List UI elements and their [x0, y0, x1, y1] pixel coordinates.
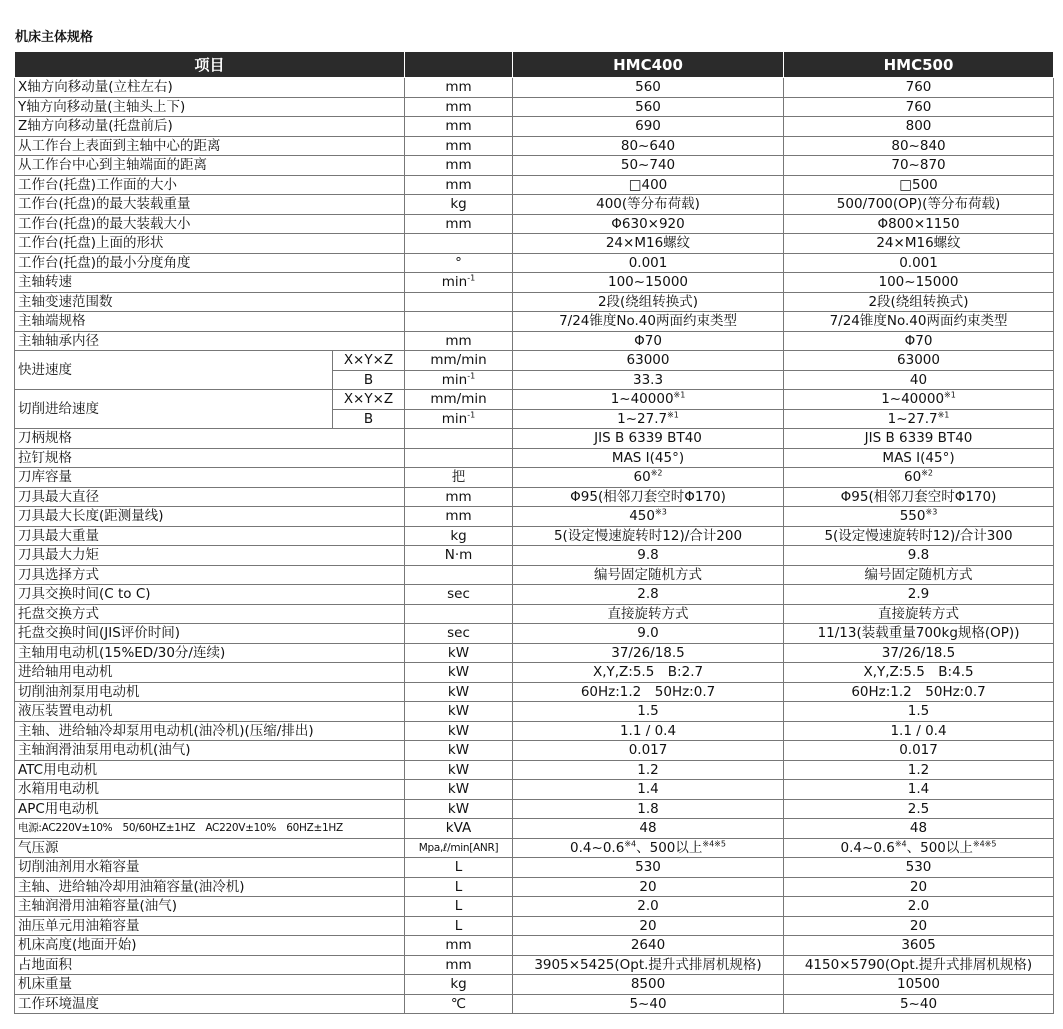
spec-unit: L [405, 877, 513, 897]
spec-item-label: 工作台(托盘)的最小分度角度 [15, 253, 405, 273]
spec-value-hmc400: 1~40000$^{※1}$ [513, 390, 784, 410]
spec-item-label: 托盘交换方式 [15, 604, 405, 624]
spec-unit: mm [405, 175, 513, 195]
spec-value-hmc500: 1~40000$^{※1}$ [784, 390, 1054, 410]
table-row [15, 390, 1054, 410]
spec-unit: mm [405, 955, 513, 975]
spec-value-hmc500: 20 [784, 916, 1054, 936]
spec-unit: mm [405, 331, 513, 351]
table-row [15, 136, 1054, 156]
spec-unit: $\min^{-1}$ [405, 409, 513, 429]
spec-unit: ℃ [405, 994, 513, 1014]
spec-item-label: 主轴、进给轴冷却用油箱容量(油冷机) [15, 877, 405, 897]
spec-value-hmc500: 500/700(OP)(等分布荷载) [784, 195, 1054, 215]
spec-item-label: 切削进给速度 [15, 390, 333, 429]
spec-item-label: 液压装置电动机 [15, 702, 405, 722]
spec-value-hmc400: 2640 [513, 936, 784, 956]
spec-item-label: 从工作台上表面到主轴中心的距离 [15, 136, 405, 156]
spec-value-hmc500: 37/26/18.5 [784, 643, 1054, 663]
table-row [15, 819, 1054, 839]
table-row [15, 916, 1054, 936]
spec-value-hmc400: 33.3 [513, 370, 784, 390]
spec-item-label: 工作环境温度 [15, 994, 405, 1014]
table-row [15, 195, 1054, 215]
spec-item-label: 工作台(托盘)上面的形状 [15, 234, 405, 254]
spec-value-hmc400: 1.8 [513, 799, 784, 819]
spec-unit: 把 [405, 468, 513, 488]
spec-item-label: 刀具最大长度(距测量线) [15, 507, 405, 527]
spec-value-hmc500: 800 [784, 117, 1054, 137]
spec-unit: kW [405, 780, 513, 800]
spec-value-hmc400: 0.017 [513, 741, 784, 761]
spec-value-hmc500: 550$^{※3}$ [784, 507, 1054, 527]
spec-value-hmc500: 20 [784, 877, 1054, 897]
spec-value-hmc500: 2.0 [784, 897, 1054, 917]
spec-value-hmc400: 1~27.7$^{※1}$ [513, 409, 784, 429]
spec-item-label: 主轴、进给轴冷却泵用电动机(油冷机)(压缩/排出) [15, 721, 405, 741]
spec-value-hmc500: 3605 [784, 936, 1054, 956]
table-row [15, 331, 1054, 351]
spec-value-hmc400: 5(设定慢速旋转时12)/合计200 [513, 526, 784, 546]
spec-value-hmc500: MAS Ⅰ(45°) [784, 448, 1054, 468]
spec-value-hmc500: 7/24锥度No.40两面约束类型 [784, 312, 1054, 332]
spec-value-hmc400: 24×M16螺纹 [513, 234, 784, 254]
spec-value-hmc400: 20 [513, 916, 784, 936]
spec-item-label: 主轴轴承内径 [15, 331, 405, 351]
spec-value-hmc500: 5~40 [784, 994, 1054, 1014]
table-body [15, 78, 1054, 1014]
spec-unit: $\min^{-1}$ [405, 370, 513, 390]
spec-unit: kW [405, 721, 513, 741]
spec-unit: mm [405, 117, 513, 137]
spec-item-label: 刀具交换时间(C to C) [15, 585, 405, 605]
spec-item-label: 气压源 [15, 838, 405, 858]
table-row [15, 273, 1054, 293]
spec-value-hmc400: 690 [513, 117, 784, 137]
spec-value-hmc400: 2.8 [513, 585, 784, 605]
spec-unit: mm [405, 156, 513, 176]
table-row [15, 741, 1054, 761]
spec-item-label: 主轴用电动机(15%ED/30分/连续) [15, 643, 405, 663]
spec-unit: kW [405, 702, 513, 722]
table-row [15, 312, 1054, 332]
spec-value-hmc500: 直接旋转方式 [784, 604, 1054, 624]
table-row [15, 897, 1054, 917]
spec-value-hmc400: 560 [513, 97, 784, 117]
spec-item-label: 机床高度(地面开始) [15, 936, 405, 956]
table-row [15, 234, 1054, 254]
spec-item-label: 主轴端规格 [15, 312, 405, 332]
spec-unit: kW [405, 643, 513, 663]
spec-value-hmc400: 0.4~0.6$^{※4}$、500以上$^{※4※5}$ [513, 838, 784, 858]
table-row [15, 175, 1054, 195]
spec-table [14, 51, 1054, 1014]
spec-item-label: ATC用电动机 [15, 760, 405, 780]
table-row [15, 936, 1054, 956]
spec-value-hmc500: 1~27.7$^{※1}$ [784, 409, 1054, 429]
spec-value-hmc400: 1.2 [513, 760, 784, 780]
spec-value-hmc500: 0.4~0.6$^{※4}$、500以上$^{※4※5}$ [784, 838, 1054, 858]
table-row [15, 468, 1054, 488]
spec-item-label: 切削油剂泵用电动机 [15, 682, 405, 702]
spec-value-hmc400: 1.4 [513, 780, 784, 800]
spec-unit [405, 292, 513, 312]
spec-value-hmc500: Φ70 [784, 331, 1054, 351]
spec-value-hmc400: 48 [513, 819, 784, 839]
spec-item-label: 主轴变速范围数 [15, 292, 405, 312]
spec-item-label: 占地面积 [15, 955, 405, 975]
table-row [15, 117, 1054, 137]
spec-value-hmc400: 63000 [513, 351, 784, 371]
spec-unit: kW [405, 799, 513, 819]
table-row [15, 448, 1054, 468]
spec-item-label: X轴方向移动量(立柱左右) [15, 78, 405, 98]
header-unit [405, 52, 513, 78]
spec-sub-axis: B [333, 370, 405, 390]
spec-item-label: 主轴润滑用油箱容量(油气) [15, 897, 405, 917]
spec-value-hmc500: □500 [784, 175, 1054, 195]
spec-unit: ° [405, 253, 513, 273]
spec-value-hmc500: 80~840 [784, 136, 1054, 156]
spec-item-label: 工作台(托盘)工作面的大小 [15, 175, 405, 195]
spec-value-hmc500: 1.4 [784, 780, 1054, 800]
spec-item-label: 工作台(托盘)的最大装载重量 [15, 195, 405, 215]
table-row [15, 487, 1054, 507]
spec-value-hmc500: 48 [784, 819, 1054, 839]
spec-item-label: 托盘交换时间(JIS评价时间) [15, 624, 405, 644]
spec-value-hmc500: Φ95(相邻刀套空时Φ170) [784, 487, 1054, 507]
header-hmc400: HMC400 [513, 52, 784, 78]
spec-unit [405, 565, 513, 585]
spec-sub-axis: B [333, 409, 405, 429]
spec-value-hmc500: 40 [784, 370, 1054, 390]
spec-item-label: 快进速度 [15, 351, 333, 390]
spec-item-label: APC用电动机 [15, 799, 405, 819]
spec-item-label: 刀具最大重量 [15, 526, 405, 546]
spec-value-hmc500: 60$^{※2}$ [784, 468, 1054, 488]
spec-unit: mm [405, 214, 513, 234]
spec-value-hmc400: 560 [513, 78, 784, 98]
spec-item-label: 拉钉规格 [15, 448, 405, 468]
spec-value-hmc400: 1.5 [513, 702, 784, 722]
spec-value-hmc400: 80~640 [513, 136, 784, 156]
spec-value-hmc500: 2.5 [784, 799, 1054, 819]
spec-unit: L [405, 916, 513, 936]
spec-unit: $\min^{-1}$ [405, 273, 513, 293]
spec-value-hmc400: 2段(绕组转换式) [513, 292, 784, 312]
spec-unit: mm/min [405, 390, 513, 410]
spec-value-hmc500: X,Y,Z:5.5 B:4.5 [784, 663, 1054, 683]
table-row [15, 585, 1054, 605]
spec-value-hmc400: 450$^{※3}$ [513, 507, 784, 527]
header-item: 项目 [15, 52, 405, 78]
spec-unit: kVA [405, 819, 513, 839]
spec-item-label: 刀具最大力矩 [15, 546, 405, 566]
spec-value-hmc400: 8500 [513, 975, 784, 995]
spec-value-hmc500: 24×M16螺纹 [784, 234, 1054, 254]
spec-item-label: 主轴转速 [15, 273, 405, 293]
spec-value-hmc400: 7/24锥度No.40两面约束类型 [513, 312, 784, 332]
spec-value-hmc500: 0.017 [784, 741, 1054, 761]
spec-unit: N·m [405, 546, 513, 566]
spec-unit: kg [405, 526, 513, 546]
table-row [15, 702, 1054, 722]
table-row [15, 858, 1054, 878]
table-row [15, 78, 1054, 98]
spec-unit [405, 604, 513, 624]
spec-item-label: 机床重量 [15, 975, 405, 995]
table-row [15, 97, 1054, 117]
table-row [15, 994, 1054, 1014]
spec-item-label: 从工作台中心到主轴端面的距离 [15, 156, 405, 176]
spec-value-hmc400: 400(等分布荷载) [513, 195, 784, 215]
table-row [15, 624, 1054, 644]
spec-value-hmc500: 1.1 / 0.4 [784, 721, 1054, 741]
spec-value-hmc500: 760 [784, 78, 1054, 98]
spec-item-label: 刀具选择方式 [15, 565, 405, 585]
header-hmc500: HMC500 [784, 52, 1054, 78]
spec-unit [405, 234, 513, 254]
spec-unit: L [405, 897, 513, 917]
spec-unit: mm [405, 97, 513, 117]
table-row [15, 292, 1054, 312]
spec-value-hmc400: 编号固定随机方式 [513, 565, 784, 585]
spec-value-hmc500: 编号固定随机方式 [784, 565, 1054, 585]
spec-item-label: 工作台(托盘)的最大装载大小 [15, 214, 405, 234]
spec-value-hmc500: 2段(绕组转换式) [784, 292, 1054, 312]
spec-unit: kW [405, 663, 513, 683]
spec-unit: kW [405, 682, 513, 702]
spec-item-label: 电源:AC220V±10% 50/60HZ±1HZ AC220V±10% 60HZ±1HZ [15, 819, 405, 839]
table-row [15, 780, 1054, 800]
spec-value-hmc400: 60Hz:1.2 50Hz:0.7 [513, 682, 784, 702]
table-row [15, 838, 1054, 858]
spec-value-hmc400: 530 [513, 858, 784, 878]
spec-item-label: 刀柄规格 [15, 429, 405, 449]
spec-unit: sec [405, 624, 513, 644]
table-row [15, 604, 1054, 624]
spec-value-hmc500: 530 [784, 858, 1054, 878]
spec-unit: mm [405, 487, 513, 507]
table-row [15, 799, 1054, 819]
spec-value-hmc500: 9.8 [784, 546, 1054, 566]
spec-item-label: 油压单元用油箱容量 [15, 916, 405, 936]
spec-value-hmc400: X,Y,Z:5.5 B:2.7 [513, 663, 784, 683]
spec-value-hmc400: 9.8 [513, 546, 784, 566]
spec-value-hmc400: MAS Ⅰ(45°) [513, 448, 784, 468]
spec-unit: kg [405, 195, 513, 215]
spec-value-hmc500: 11/13(装载重量700kg规格(OP)) [784, 624, 1054, 644]
spec-unit: kW [405, 741, 513, 761]
spec-value-hmc400: 5~40 [513, 994, 784, 1014]
spec-value-hmc400: 直接旋转方式 [513, 604, 784, 624]
table-row [15, 507, 1054, 527]
spec-value-hmc400: 9.0 [513, 624, 784, 644]
spec-value-hmc500: 2.9 [784, 585, 1054, 605]
spec-item-label: Z轴方向移动量(托盘前后) [15, 117, 405, 137]
spec-unit [405, 312, 513, 332]
spec-value-hmc500: 63000 [784, 351, 1054, 371]
spec-unit: Mpa,ℓ/min[ANR] [405, 838, 513, 858]
spec-item-label: 水箱用电动机 [15, 780, 405, 800]
table-row [15, 351, 1054, 371]
table-row [15, 663, 1054, 683]
spec-value-hmc400: 37/26/18.5 [513, 643, 784, 663]
spec-unit: mm [405, 136, 513, 156]
table-row [15, 429, 1054, 449]
spec-unit: mm [405, 936, 513, 956]
table-row [15, 156, 1054, 176]
spec-value-hmc400: Φ630×920 [513, 214, 784, 234]
spec-value-hmc500: 4150×5790(Opt.提升式排屑机规格) [784, 955, 1054, 975]
spec-value-hmc500: 760 [784, 97, 1054, 117]
spec-unit: kg [405, 975, 513, 995]
spec-unit: kW [405, 760, 513, 780]
spec-item-label: 切削油剂用水箱容量 [15, 858, 405, 878]
table-row [15, 877, 1054, 897]
spec-item-label: Y轴方向移动量(主轴头上下) [15, 97, 405, 117]
spec-unit: L [405, 858, 513, 878]
spec-item-label: 主轴润滑油泵用电动机(油气) [15, 741, 405, 761]
spec-unit: mm [405, 507, 513, 527]
spec-value-hmc400: Φ95(相邻刀套空时Φ170) [513, 487, 784, 507]
spec-value-hmc500: 10500 [784, 975, 1054, 995]
table-row [15, 682, 1054, 702]
spec-value-hmc400: JIS B 6339 BT40 [513, 429, 784, 449]
table-row [15, 955, 1054, 975]
spec-unit: mm/min [405, 351, 513, 371]
spec-unit: sec [405, 585, 513, 605]
table-row [15, 526, 1054, 546]
spec-sub-axis: X×Y×Z [333, 390, 405, 410]
table-row [15, 253, 1054, 273]
table-row [15, 975, 1054, 995]
spec-value-hmc400: 3905×5425(Opt.提升式排屑机规格) [513, 955, 784, 975]
spec-value-hmc500: Φ800×1150 [784, 214, 1054, 234]
spec-value-hmc500: JIS B 6339 BT40 [784, 429, 1054, 449]
spec-value-hmc400: 100~15000 [513, 273, 784, 293]
table-row [15, 643, 1054, 663]
spec-value-hmc500: 5(设定慢速旋转时12)/合计300 [784, 526, 1054, 546]
spec-value-hmc400: 0.001 [513, 253, 784, 273]
spec-value-hmc500: 1.5 [784, 702, 1054, 722]
spec-value-hmc500: 100~15000 [784, 273, 1054, 293]
spec-item-label: 进给轴用电动机 [15, 663, 405, 683]
spec-unit [405, 429, 513, 449]
spec-value-hmc500: 70~870 [784, 156, 1054, 176]
spec-value-hmc400: 60$^{※2}$ [513, 468, 784, 488]
spec-value-hmc400: 50~740 [513, 156, 784, 176]
spec-value-hmc500: 0.001 [784, 253, 1054, 273]
spec-value-hmc400: 20 [513, 877, 784, 897]
table-row [15, 546, 1054, 566]
spec-value-hmc500: 60Hz:1.2 50Hz:0.7 [784, 682, 1054, 702]
spec-value-hmc400: □400 [513, 175, 784, 195]
table-row [15, 565, 1054, 585]
spec-sub-axis: X×Y×Z [333, 351, 405, 371]
page-title: 机床主体规格 [15, 30, 94, 45]
spec-item-label: 刀库容量 [15, 468, 405, 488]
spec-unit: mm [405, 78, 513, 98]
table-row [15, 214, 1054, 234]
table-header-row [15, 52, 1054, 78]
table-row [15, 760, 1054, 780]
spec-unit [405, 448, 513, 468]
spec-value-hmc400: 1.1 / 0.4 [513, 721, 784, 741]
spec-value-hmc400: Φ70 [513, 331, 784, 351]
table-row [15, 721, 1054, 741]
spec-value-hmc500: 1.2 [784, 760, 1054, 780]
spec-value-hmc400: 2.0 [513, 897, 784, 917]
spec-item-label: 刀具最大直径 [15, 487, 405, 507]
